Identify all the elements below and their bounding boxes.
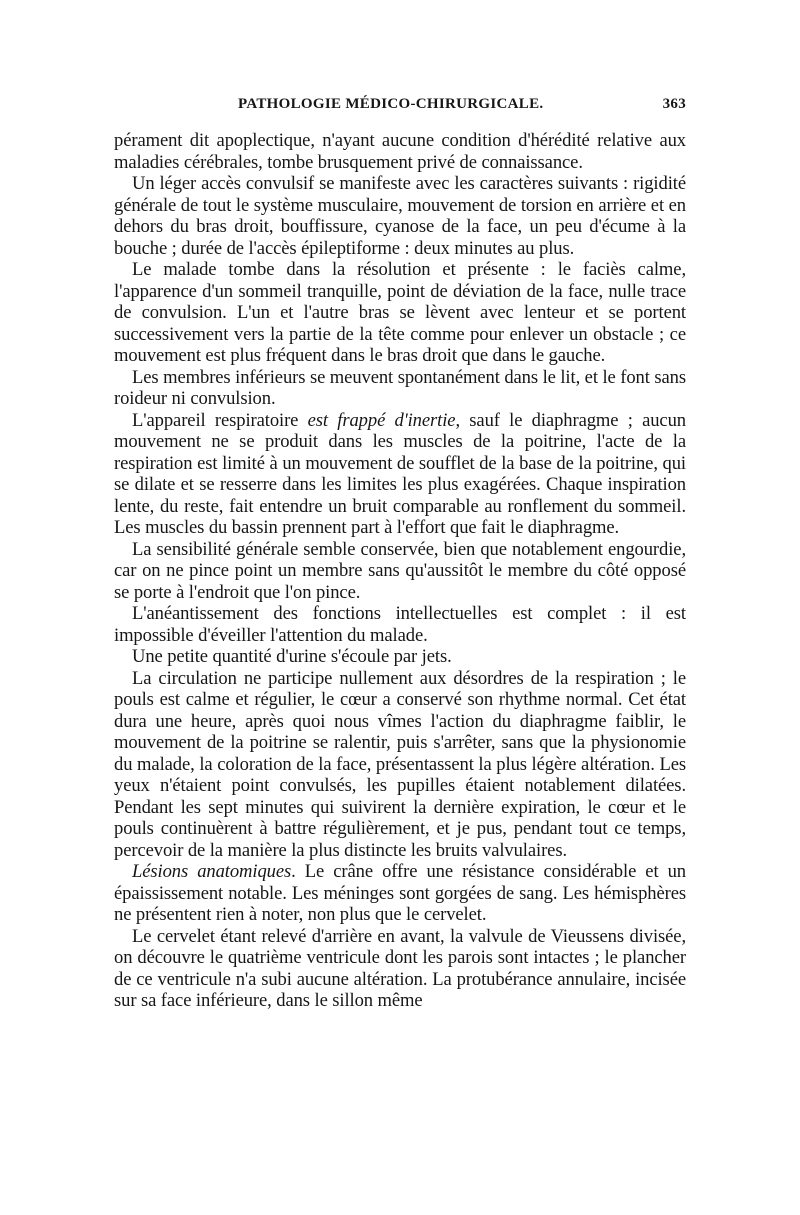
text-run: La sensibilité générale semble conservée, bien que notablement engourdie, car on ne pince point un membre sans qu'aussitôt le membre du côté opposé se porte à l'endroit que l'on pince. (114, 538, 686, 603)
paragraph (114, 926, 686, 1012)
paragraph (114, 173, 686, 259)
text-run: Les membres inférieurs se meuvent spontanément dans le lit, et le font sans roideur ni convulsion. (114, 366, 686, 409)
paragraph (114, 410, 686, 539)
page-number: 363 (662, 96, 686, 112)
paragraph (114, 539, 686, 604)
text-run: , sauf le diaphragme ; aucun mouvement ne se produit dans les muscles de la poitrine, l'acte de la respiration est limité à un mouvement de soufflet de la base de la poitrine, qui se dilate et se resserre dans les limites les plus exagérées. Chaque inspiration lente, du reste, fait entendre un bruit comparable au ronflement du sommeil. Les muscles du bassin prennent part à l'effort que fait le diaphragme. (114, 409, 686, 538)
text-run: Le cervelet étant relevé d'arrière en avant, la valvule de Vieussens divisée, on découvre le quatrième ventricule dont les parois sont intactes ; le plancher de ce ventricule n'a subi aucune altération. La protubérance annulaire, incisée sur sa face inférieure, dans le sillon même (114, 925, 686, 1011)
text-run: L'anéantissement des fonctions intellectuelles est complet : il est impossible d'éveiller l'attention du malade. (114, 603, 686, 646)
paragraph (114, 646, 686, 668)
running-header (114, 96, 686, 130)
text-run: L'appareil respiratoire (132, 409, 308, 431)
paragraph (114, 130, 686, 173)
paragraph (114, 367, 686, 410)
body-text (114, 130, 686, 1012)
italic-text: est frappé d'inertie (307, 409, 456, 431)
text-run: . Le crâne offre une résistance considérable et un épaississement notable. Les méninges sont gorgées de sang. Les hémisphères ne présentent rien à noter, non plus que le cervelet. (114, 861, 686, 925)
text-run: La circulation ne participe nullement aux désordres de la respiration ; le pouls est calme et régulier, le cœur a conservé son rhythme normal. Cet état dura une heure, après quoi nous vîmes l'action du diaphragme faiblir, le mouvement de la poitrine se ralentir, puis s'arrêter, sans que la physionomie du malade, la coloration de la face, présentassent la plus légère altération. Les yeux n'étaient point convulsés, les pupilles étaient notablement dilatées. Pendant les sept minutes qui suivirent la dernière expiration, le cœur et le pouls continuèrent à battre régulièrement, et je pus, pendant tout ce temps, percevoir de la manière la plus distincte les bruits valvulaires. (114, 667, 686, 861)
paragraph (114, 259, 686, 367)
text-run: Un léger accès convulsif se manifeste avec les caractères suivants : rigidité générale de tout le système musculaire, mouvement de torsion en arrière et en dehors du bras droit, bouffissure, cyanose de la face, un peu d'écume à la bouche ; durée de l'accès épileptiforme : deux minutes au plus. (114, 173, 686, 259)
text-run: Une petite quantité d'urine s'écoule par jets. (132, 646, 452, 667)
text-run: pérament dit apoplectique, n'ayant aucune condition d'hérédité relative aux maladies cérébrales, tombe brusquement privé de connaissance. (114, 130, 686, 173)
running-title: PATHOLOGIE MÉDICO-CHIRURGICALE. (238, 96, 544, 112)
paragraph (114, 668, 686, 862)
italic-text: Lésions anatomiques (132, 861, 292, 882)
paragraph (114, 861, 686, 926)
paragraph (114, 603, 686, 646)
text-run: Le malade tombe dans la résolution et présente : le faciès calme, l'apparence d'un sommeil tranquille, point de déviation de la face, nulle trace de convulsion. L'un et l'autre bras se lèvent avec lenteur et se portent successivement vers la partie de la tête comme pour enlever un obstacle ; ce mouvement est plus fréquent dans le bras droit que dans le gauche. (114, 259, 686, 366)
book-page (114, 96, 686, 1012)
